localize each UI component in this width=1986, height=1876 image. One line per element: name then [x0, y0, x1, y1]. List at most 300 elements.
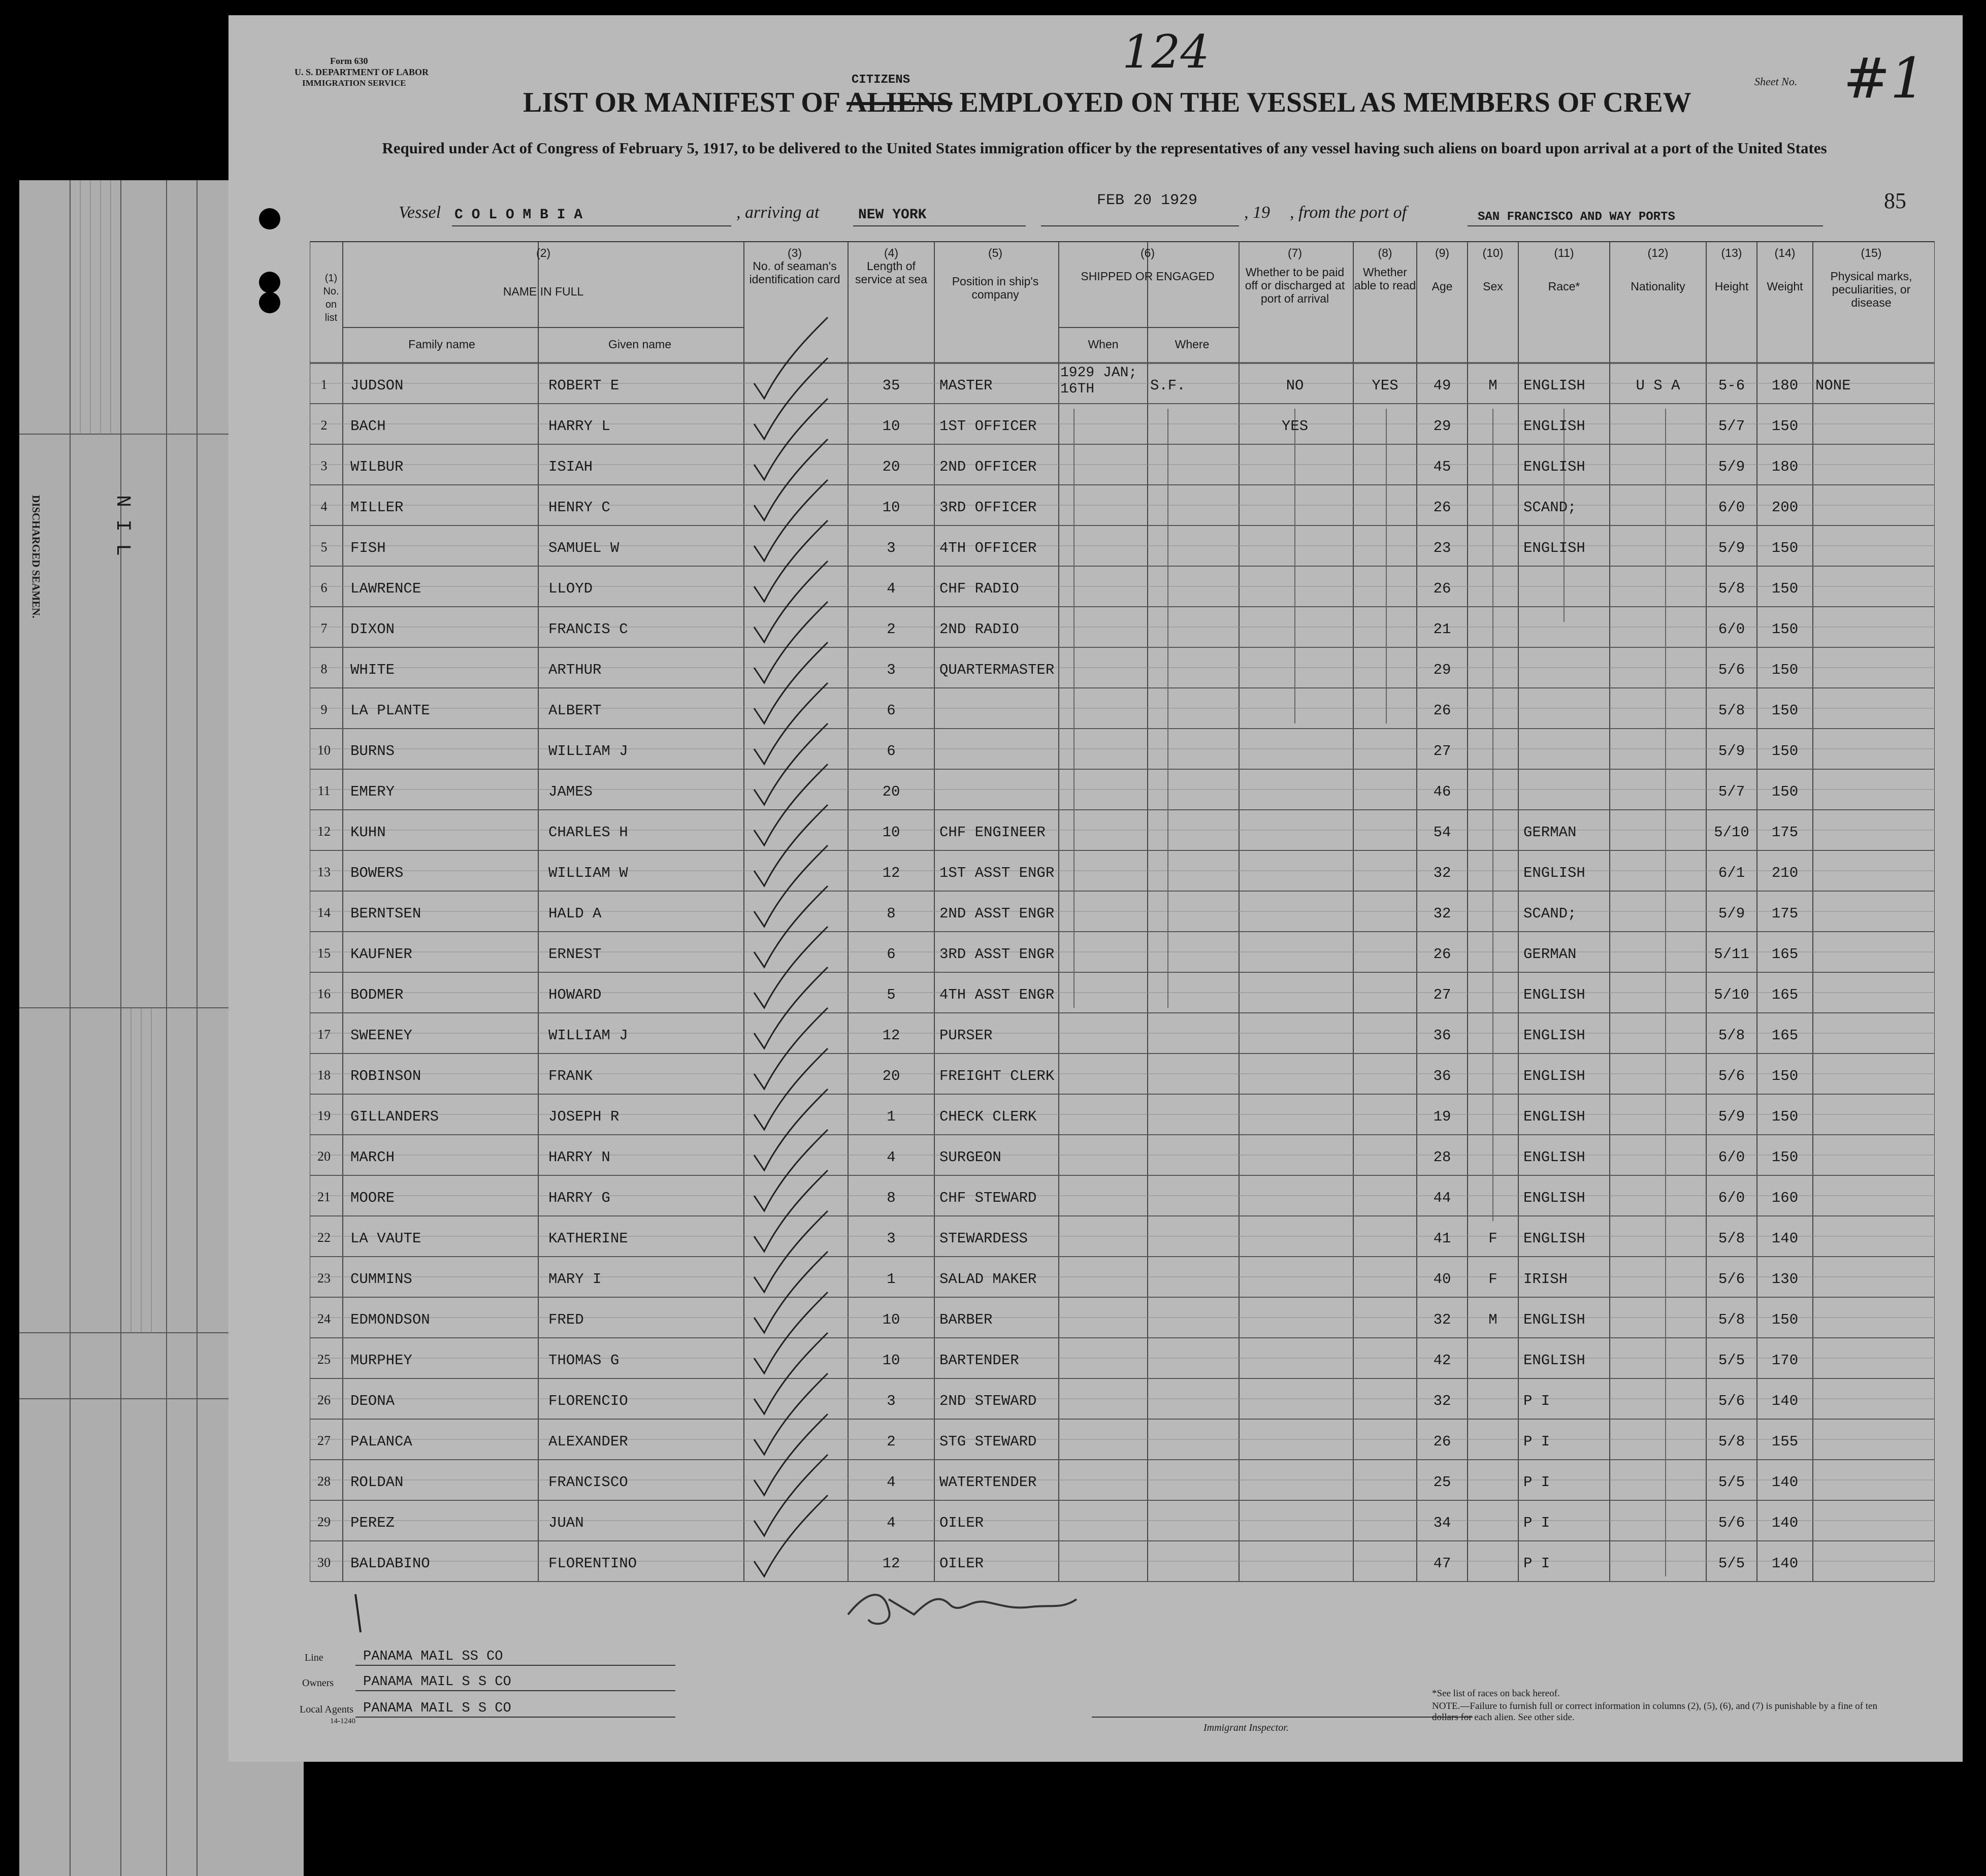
cell-given: HARRY N	[548, 1149, 610, 1166]
cell-given: JAMES	[548, 783, 593, 800]
cell-family: KAUFNER	[350, 946, 412, 963]
penalty-note: NOTE.—Failure to furnish full or correct information in columns (2), (5), (6), and (7) is punishable by a fine of ten dollars for each alien. See other side.	[1432, 1701, 1877, 1723]
cell-weight: 130	[1771, 1271, 1799, 1288]
cell-weight: 150	[1771, 540, 1799, 556]
col7-header: (7) Whether to be paid off or discharged at port of arrival	[1245, 246, 1345, 305]
cell-family: MILLER	[350, 499, 404, 516]
cell-family: BOWERS	[350, 865, 404, 881]
cell-given: HARRY G	[548, 1190, 610, 1206]
cell-weight: 150	[1771, 662, 1799, 678]
cell-given: ISIAH	[548, 458, 593, 475]
cell-position: SALAD MAKER	[939, 1271, 1037, 1288]
cell-given: KATHERINE	[548, 1230, 628, 1247]
cell-family: WHITE	[350, 662, 395, 678]
cell-height: 5-6	[1718, 377, 1745, 394]
cell-weight: 150	[1771, 1068, 1799, 1084]
cell-service: 10	[882, 1352, 900, 1369]
cell-service: 6	[887, 743, 896, 760]
cell-weight: 140	[1771, 1515, 1799, 1531]
cell-no: 29	[317, 1515, 331, 1529]
col12-header: (12) Nationality	[1631, 246, 1685, 293]
col11-header: (11) Race*	[1548, 246, 1580, 293]
cell-age: 40	[1433, 1271, 1451, 1288]
cell-age: 27	[1433, 743, 1451, 760]
cell-service: 35	[882, 377, 900, 394]
cell-weight: 170	[1771, 1352, 1799, 1369]
cell-weight: 210	[1771, 865, 1799, 881]
cell-position: PURSER	[939, 1027, 993, 1044]
cell-service: 12	[882, 865, 900, 881]
cell-no: 28	[317, 1474, 331, 1489]
cell-weight: 140	[1771, 1393, 1799, 1409]
cell-race: GERMAN	[1523, 946, 1577, 963]
cell-age: 26	[1433, 702, 1451, 719]
cell-service: 8	[887, 905, 896, 922]
cell-age: 34	[1433, 1515, 1451, 1531]
col4-header: (4) Length of service at sea	[855, 246, 927, 286]
cell-weight: 150	[1771, 1311, 1799, 1328]
arriving-label: , arriving at	[736, 203, 820, 222]
cell-weight: 140	[1771, 1555, 1799, 1572]
cell-no: 3	[320, 458, 328, 473]
cell-given: FRANCISCO	[548, 1474, 628, 1491]
cell-age: 23	[1433, 540, 1451, 556]
cell-position: QUARTERMASTER	[939, 662, 1055, 678]
cell-position: OILER	[939, 1555, 984, 1572]
cell-no: 15	[317, 946, 331, 961]
cell-given: ROBERT E	[548, 377, 620, 394]
cell-height: 5/6	[1718, 1393, 1745, 1409]
cell-race: P I	[1523, 1515, 1550, 1531]
cell-paid: YES	[1281, 418, 1309, 435]
cell-no: 13	[317, 865, 331, 879]
cell-race: ENGLISH	[1523, 1311, 1585, 1328]
cell-height: 5/10	[1714, 986, 1749, 1003]
cell-weight: 165	[1771, 946, 1799, 963]
sheet-no-value: #1	[1843, 46, 1926, 111]
cell-position: 3RD ASST ENGR	[939, 946, 1055, 963]
cell-family: LAWRENCE	[350, 580, 421, 597]
col5-header: (5) Position in ship's company	[952, 246, 1039, 301]
title-suffix: EMPLOYED ON THE VESSEL AS MEMBERS OF CREW	[959, 87, 1691, 118]
cell-height: 5/5	[1718, 1555, 1745, 1572]
cell-height: 5/7	[1718, 418, 1745, 435]
cell-race: SCAND;	[1523, 499, 1577, 516]
col6-header: (6) SHIPPED OR ENGAGED	[1081, 246, 1215, 283]
cell-race: ENGLISH	[1523, 1352, 1585, 1369]
cell-family: SWEENEY	[350, 1027, 412, 1044]
cell-position: 4TH OFFICER	[939, 540, 1037, 556]
cell-service: 6	[887, 702, 896, 719]
cell-race: ENGLISH	[1523, 418, 1585, 435]
cell-weight: 180	[1771, 458, 1799, 475]
cell-height: 6/0	[1718, 499, 1745, 516]
cell-marks: NONE	[1815, 377, 1851, 394]
cell-weight: 150	[1771, 418, 1799, 435]
cell-age: 49	[1433, 377, 1451, 394]
slip-discharged-seamen: DISCHARGED SEAMEN.	[30, 495, 42, 618]
cell-family: MARCH	[350, 1149, 395, 1166]
cell-given: CHARLES H	[548, 824, 628, 841]
cell-position: 1ST ASST ENGR	[939, 865, 1055, 881]
cell-given: ALEXANDER	[548, 1433, 628, 1450]
cell-age: 46	[1433, 783, 1451, 800]
cell-height: 5/8	[1718, 702, 1745, 719]
cell-service: 20	[882, 458, 900, 475]
cell-race: ENGLISH	[1523, 865, 1585, 881]
cell-height: 5/5	[1718, 1352, 1745, 1369]
cell-no: 2	[320, 418, 328, 433]
from-port: SAN FRANCISCO AND WAY PORTS	[1478, 210, 1675, 224]
cell-service: 8	[887, 1190, 896, 1206]
cell-given: SAMUEL W	[548, 540, 620, 556]
cell-position: SURGEON	[939, 1149, 1001, 1166]
cell-height: 5/8	[1718, 580, 1745, 597]
cell-given: ALBERT	[548, 702, 602, 719]
cell-weight: 150	[1771, 743, 1799, 760]
cell-sex: F	[1488, 1271, 1497, 1288]
cell-position: STG STEWARD	[939, 1433, 1037, 1450]
manifest-sheet	[229, 15, 1963, 1762]
races-note: *See list of races on back hereof.	[1432, 1688, 1560, 1699]
cell-service: 3	[887, 1393, 896, 1409]
cell-height: 5/8	[1718, 1311, 1745, 1328]
cell-service: 6	[887, 946, 896, 963]
cell-height: 6/0	[1718, 1149, 1745, 1166]
cell-family: DIXON	[350, 621, 395, 638]
cell-position: 1ST OFFICER	[939, 418, 1037, 435]
cell-service: 4	[887, 1515, 896, 1531]
cell-weight: 140	[1771, 1230, 1799, 1247]
cell-position: 4TH ASST ENGR	[939, 986, 1055, 1003]
cell-family: KUHN	[350, 824, 386, 841]
cell-family: CUMMINS	[350, 1271, 412, 1288]
service: IMMIGRATION SERVICE	[302, 78, 406, 88]
cell-age: 29	[1433, 418, 1451, 435]
cell-age: 41	[1433, 1230, 1451, 1247]
cell-position: 3RD OFFICER	[939, 499, 1037, 516]
cell-no: 19	[317, 1108, 331, 1123]
cell-no: 22	[317, 1230, 331, 1245]
department: U. S. DEPARTMENT OF LABOR	[295, 67, 429, 77]
cell-no: 6	[320, 580, 328, 595]
cell-age: 26	[1433, 499, 1451, 516]
title-struck-word: ALIENS	[846, 87, 953, 118]
cell-service: 5	[887, 986, 896, 1003]
cell-weight: 150	[1771, 1149, 1799, 1166]
cell-no: 1	[320, 377, 328, 392]
cell-family: MURPHEY	[350, 1352, 412, 1369]
line-value: PANAMA MAIL SS CO	[363, 1649, 503, 1664]
cell-no: 11	[317, 783, 331, 798]
cell-weight: 150	[1771, 580, 1799, 597]
cell-race: P I	[1523, 1433, 1550, 1450]
cell-weight: 165	[1771, 986, 1799, 1003]
cell-family: GILLANDERS	[350, 1108, 439, 1125]
cell-age: 36	[1433, 1027, 1451, 1044]
col6-where-header: Where	[1175, 338, 1210, 351]
cell-family: DEONA	[350, 1393, 395, 1409]
cell-age: 42	[1433, 1352, 1451, 1369]
cell-age: 25	[1433, 1474, 1451, 1491]
cell-height: 5/9	[1718, 540, 1745, 556]
cell-age: 26	[1433, 1433, 1451, 1450]
cell-no: 8	[320, 662, 328, 676]
vessel-name: C O L O M B I A	[454, 207, 583, 223]
cell-given: FRANCIS C	[548, 621, 628, 638]
cell-given: LLOYD	[548, 580, 593, 597]
cell-service: 20	[882, 1068, 900, 1084]
cell-service: 4	[887, 1474, 896, 1491]
cell-when: 1929 JAN; 16TH	[1060, 365, 1137, 397]
cell-weight: 165	[1771, 1027, 1799, 1044]
year-label: , 19	[1244, 203, 1270, 222]
owners-label: Owners	[302, 1677, 334, 1689]
cell-given: FRED	[548, 1311, 584, 1328]
cell-paid: NO	[1286, 377, 1304, 394]
cell-service: 12	[882, 1027, 900, 1044]
cell-race: GERMAN	[1523, 824, 1577, 841]
cell-race: ENGLISH	[1523, 377, 1585, 394]
cell-age: 32	[1433, 905, 1451, 922]
cell-position: CHF ENGINEER	[939, 824, 1046, 841]
cell-service: 2	[887, 1433, 896, 1450]
cell-position: 2ND RADIO	[939, 621, 1019, 638]
cell-age: 36	[1433, 1068, 1451, 1084]
line-label: Line	[305, 1652, 323, 1663]
cell-age: 32	[1433, 865, 1451, 881]
cell-race: ENGLISH	[1523, 1027, 1585, 1044]
inspector-label: Immigrant Inspector.	[1203, 1722, 1289, 1733]
cell-race: ENGLISH	[1523, 1230, 1585, 1247]
cell-height: 5/7	[1718, 783, 1745, 800]
cell-service: 10	[882, 499, 900, 516]
cell-race: ENGLISH	[1523, 458, 1585, 475]
cell-family: JUDSON	[350, 377, 404, 394]
from-label: , from the port of	[1290, 203, 1407, 222]
col10-header: (10) Sex	[1482, 246, 1504, 293]
cell-age: 32	[1433, 1311, 1451, 1328]
cell-weight: 200	[1771, 499, 1799, 516]
agents-form-number: 14-1240	[330, 1717, 355, 1725]
cell-race: SCAND;	[1523, 905, 1577, 922]
cell-service: 4	[887, 1149, 896, 1166]
cell-no: 30	[317, 1555, 331, 1570]
cell-race: ENGLISH	[1523, 1108, 1585, 1125]
cell-read: YES	[1372, 377, 1398, 394]
cell-service: 20	[882, 783, 900, 800]
cell-family: ROBINSON	[350, 1068, 421, 1084]
col13-header: (13) Height	[1714, 246, 1749, 293]
cell-where: S.F.	[1150, 377, 1186, 394]
col2-given-header: Given name	[608, 338, 671, 351]
cell-height: 6/1	[1718, 865, 1745, 881]
cell-height: 5/5	[1718, 1474, 1745, 1491]
col8-header: (8) Whether able to read	[1354, 246, 1416, 292]
cell-given: HARRY L	[548, 418, 610, 435]
cell-height: 5/6	[1718, 1068, 1745, 1084]
cell-no: 18	[317, 1068, 331, 1082]
cell-position: CHF RADIO	[939, 580, 1019, 597]
cell-service: 1	[887, 1108, 896, 1125]
cell-height: 5/6	[1718, 1515, 1745, 1531]
cell-position: OILER	[939, 1515, 984, 1531]
cell-family: EMERY	[350, 783, 395, 800]
cell-given: JUAN	[548, 1515, 584, 1531]
cell-height: 6/0	[1718, 1190, 1745, 1206]
cell-position: 2ND STEWARD	[939, 1393, 1037, 1409]
cell-no: 24	[317, 1311, 331, 1326]
cell-service: 2	[887, 621, 896, 638]
agents-value: PANAMA MAIL S S CO	[363, 1701, 511, 1716]
cell-age: 54	[1433, 824, 1451, 841]
cell-no: 10	[317, 743, 331, 758]
cell-family: BURNS	[350, 743, 395, 760]
cell-age: 21	[1433, 621, 1451, 638]
cell-no: 5	[320, 540, 328, 554]
cell-race: ENGLISH	[1523, 1149, 1585, 1166]
cell-weight: 150	[1771, 1108, 1799, 1125]
cell-weight: 175	[1771, 824, 1799, 841]
cell-given: HALD A	[548, 905, 602, 922]
cell-family: LA VAUTE	[350, 1230, 421, 1247]
cell-family: LA PLANTE	[350, 702, 430, 719]
cell-no: 14	[317, 905, 331, 920]
cell-service: 1	[887, 1271, 896, 1288]
cell-age: 26	[1433, 580, 1451, 597]
col1-header: (1) No. on list	[323, 273, 339, 323]
cell-position: MASTER	[939, 377, 993, 394]
cell-no: 12	[317, 824, 331, 839]
cell-age: 32	[1433, 1393, 1451, 1409]
cell-age: 29	[1433, 662, 1451, 678]
cell-weight: 150	[1771, 783, 1799, 800]
cell-height: 5/9	[1718, 458, 1745, 475]
cell-race: ENGLISH	[1523, 1190, 1585, 1206]
cell-race: ENGLISH	[1523, 986, 1585, 1003]
cell-weight: 155	[1771, 1433, 1799, 1450]
cell-position: WATERTENDER	[939, 1474, 1037, 1491]
date-stamp: FEB 20 1929	[1097, 192, 1198, 209]
cell-position: FREIGHT CLERK	[939, 1068, 1055, 1084]
cell-weight: 175	[1771, 905, 1799, 922]
cell-given: HOWARD	[548, 986, 602, 1003]
cell-position: CHECK CLERK	[939, 1108, 1037, 1125]
cell-sex: M	[1488, 1311, 1497, 1328]
cell-race: P I	[1523, 1474, 1550, 1491]
cell-race: ENGLISH	[1523, 1068, 1585, 1084]
cell-race: P I	[1523, 1555, 1550, 1572]
title-inserted-word: CITIZENS	[851, 73, 910, 87]
cell-family: BALDABINO	[350, 1555, 430, 1572]
form-subtitle: Required under Act of Congress of February 5, 1917, to be delivered to the United States immigration officer by the representatives of any vessel having such aliens on board upon arrival at a port of the United States	[382, 139, 1827, 157]
cell-height: 5/9	[1718, 1108, 1745, 1125]
cell-given: FRANK	[548, 1068, 593, 1084]
cell-age: 26	[1433, 946, 1451, 963]
cell-given: FLORENTINO	[548, 1555, 637, 1572]
cell-sex: F	[1488, 1230, 1497, 1247]
cell-age: 27	[1433, 986, 1451, 1003]
cell-service: 10	[882, 824, 900, 841]
cell-weight: 150	[1771, 702, 1799, 719]
cell-position: 2ND ASST ENGR	[939, 905, 1055, 922]
cell-family: BACH	[350, 418, 386, 435]
cell-given: ARTHUR	[548, 662, 602, 678]
cell-age: 47	[1433, 1555, 1451, 1572]
vessel-label: Vessel	[399, 203, 441, 222]
cell-no: 9	[320, 702, 328, 717]
cell-height: 6/0	[1718, 621, 1745, 638]
cell-service: 3	[887, 540, 896, 556]
owners-value: PANAMA MAIL S S CO	[363, 1674, 511, 1690]
page-number: 85	[1884, 188, 1906, 213]
cell-given: WILLIAM W	[548, 865, 628, 881]
cell-position: BARBER	[939, 1311, 993, 1328]
cell-given: WILLIAM J	[548, 743, 628, 760]
sheet-no-label: Sheet No.	[1754, 75, 1798, 88]
cell-service: 10	[882, 1311, 900, 1328]
cell-family: BODMER	[350, 986, 404, 1003]
cell-height: 5/8	[1718, 1230, 1745, 1247]
cell-family: MOORE	[350, 1190, 395, 1206]
cell-weight: 140	[1771, 1474, 1799, 1491]
cell-no: 16	[317, 986, 331, 1001]
title-prefix: LIST OR MANIFEST OF	[523, 87, 839, 118]
cell-race: IRISH	[1523, 1271, 1568, 1288]
cell-given: THOMAS G	[548, 1352, 620, 1369]
col2-family-header: Family name	[408, 338, 475, 351]
col3-header: (3) No. of seaman's identification card	[749, 246, 840, 286]
cell-race: ENGLISH	[1523, 540, 1585, 556]
cell-no: 23	[317, 1271, 331, 1286]
cell-no: 27	[317, 1433, 331, 1448]
cell-no: 26	[317, 1393, 331, 1407]
cell-no: 7	[320, 621, 328, 636]
footer-rules	[229, 15, 1963, 1762]
cell-weight: 150	[1771, 621, 1799, 638]
form-number: Form 630	[330, 56, 368, 66]
cell-no: 17	[317, 1027, 331, 1042]
cell-given: FLORENCIO	[548, 1393, 628, 1409]
cell-service: 12	[882, 1555, 900, 1572]
arriving-port: NEW YORK	[858, 207, 927, 223]
cell-given: MARY I	[548, 1271, 602, 1288]
cell-no: 21	[317, 1190, 331, 1204]
cell-position: 2ND OFFICER	[939, 458, 1037, 475]
cell-sex: M	[1488, 377, 1497, 394]
cell-given: JOSEPH R	[548, 1108, 620, 1125]
cell-family: PEREZ	[350, 1515, 395, 1531]
col2-header: (2) NAME IN FULL	[503, 246, 584, 298]
cell-height: 5/9	[1718, 905, 1745, 922]
cell-no: 4	[320, 499, 328, 514]
cell-position: CHF STEWARD	[939, 1190, 1037, 1206]
col15-header: (15) Physical marks, peculiarities, or disease	[1830, 246, 1912, 309]
cell-height: 5/8	[1718, 1433, 1745, 1450]
cell-given: WILLIAM J	[548, 1027, 628, 1044]
cell-family: ROLDAN	[350, 1474, 404, 1491]
cell-age: 28	[1433, 1149, 1451, 1166]
cell-service: 10	[882, 418, 900, 435]
cell-height: 5/9	[1718, 743, 1745, 760]
cell-weight: 180	[1771, 377, 1799, 394]
cell-height: 5/10	[1714, 824, 1749, 841]
cell-service: 4	[887, 580, 896, 597]
handwritten-number: 124	[1122, 25, 1210, 79]
cell-height: 5/6	[1718, 662, 1745, 678]
col9-header: (9) Age	[1431, 246, 1453, 293]
cell-age: 19	[1433, 1108, 1451, 1125]
